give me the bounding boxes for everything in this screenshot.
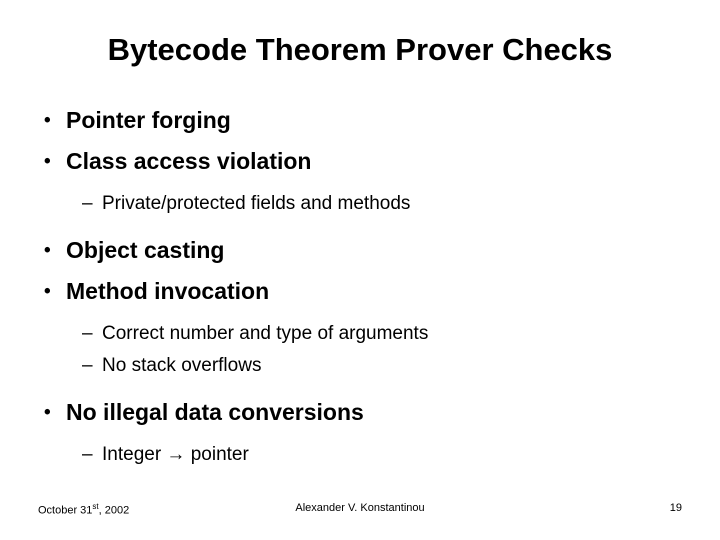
list-item: • Object casting xyxy=(30,230,690,271)
list-item: – Integer → pointer xyxy=(30,439,690,471)
footer-date-main: October 31 xyxy=(38,504,93,517)
list-item: – Private/protected fields and methods xyxy=(30,188,690,220)
footer-date-ordinal: st xyxy=(92,502,99,511)
list-item: • Pointer forging xyxy=(30,100,690,141)
sub-bullet-list xyxy=(30,318,690,382)
list-item: • No illegal data conversions xyxy=(30,392,690,433)
footer-date-year: , 2002 xyxy=(98,504,130,517)
page-title: Bytecode Theorem Prover Checks xyxy=(107,32,613,67)
slide-body xyxy=(30,100,690,481)
slide-footer xyxy=(0,502,720,518)
list-item: • Method invocation xyxy=(30,271,690,312)
list-item: – No stack overflows xyxy=(30,350,690,382)
list-item: – Correct number and type of arguments xyxy=(30,318,690,350)
list-item: • Class access violation xyxy=(30,141,690,182)
sub-bullet-list xyxy=(30,439,690,471)
bullet-list xyxy=(30,100,690,471)
footer-author: Alexander V. Konstantinou xyxy=(295,502,425,514)
sub-bullet-list xyxy=(30,188,690,220)
footer-page-number: 19 xyxy=(669,502,682,514)
